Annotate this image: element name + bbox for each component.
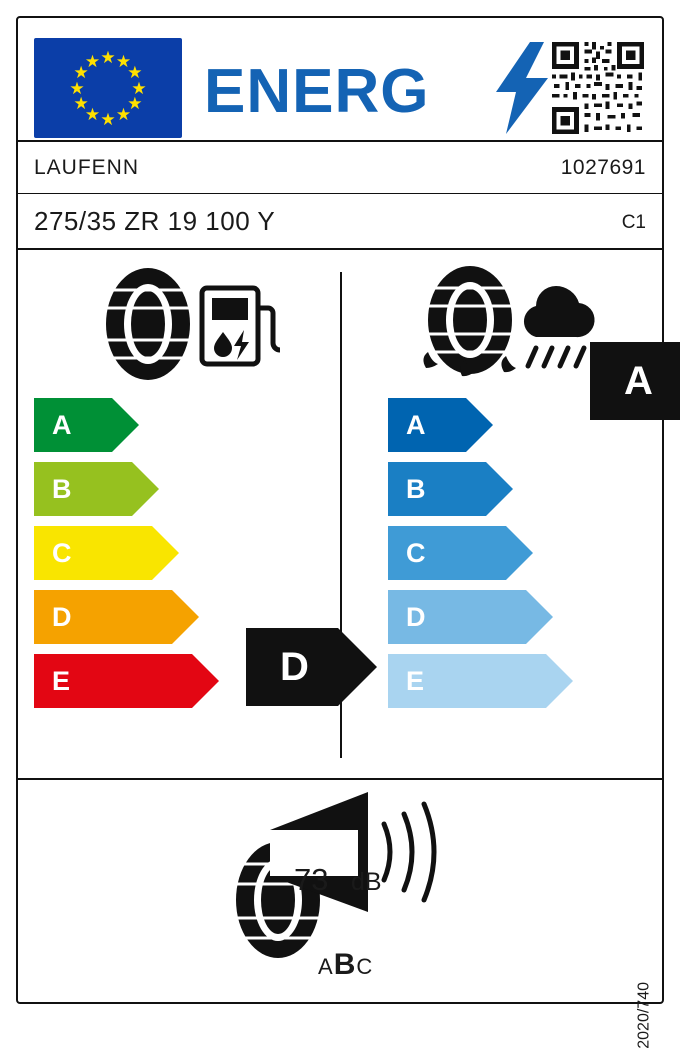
lightning-bolt-icon (496, 42, 548, 134)
noise-class-c: C (356, 954, 374, 979)
grade-letter: D (406, 601, 426, 632)
noise-class-a: A (318, 954, 334, 979)
grade-bar (34, 398, 192, 452)
eu-star-icon: ★ (127, 63, 143, 82)
qr-code-icon (550, 40, 646, 136)
eu-star-icon: ★ (73, 94, 89, 113)
eu-star-icon: ★ (100, 47, 116, 67)
grade-letter: E (406, 665, 425, 696)
fuel-pump-tyre-icon (90, 264, 280, 384)
grade-bar (388, 462, 546, 516)
grade-bar (388, 590, 546, 644)
regulation-reference: 2020/740 (636, 982, 653, 1049)
ratings-section (18, 250, 662, 780)
fuel-grade-scale (34, 398, 192, 718)
grade-bar (34, 462, 192, 516)
rain-cloud-tyre-icon (400, 264, 610, 384)
eu-star-icon: ★ (73, 63, 89, 82)
fuel-result-badge (246, 628, 338, 706)
label-header (18, 18, 662, 142)
wet-grade-scale (388, 398, 546, 718)
noise-section (18, 780, 662, 1049)
wet-result-badge (590, 342, 680, 420)
eu-star-icon: ★ (115, 51, 132, 71)
noise-unit: dB (351, 868, 382, 896)
grade-bar (388, 398, 546, 452)
fuel-result-letter: D (280, 644, 309, 689)
wet-grip-panel (340, 250, 662, 778)
grade-bar (34, 590, 192, 644)
eu-star-icon: ★ (131, 78, 147, 98)
grade-letter: A (406, 409, 426, 440)
grade-bar (34, 654, 192, 708)
grade-letter: B (52, 473, 72, 504)
grade-letter: C (406, 537, 426, 568)
noise-value: 73 (294, 862, 329, 897)
wet-result-letter: A (624, 358, 653, 403)
grade-bar (388, 526, 546, 580)
tyre-class: C1 (621, 212, 646, 233)
eu-star-icon: ★ (84, 105, 101, 125)
eu-star-icon: ★ (100, 109, 116, 129)
tyre-size-row (18, 194, 662, 250)
grade-bar (34, 526, 192, 580)
page-title: ENERG (204, 57, 430, 126)
grade-letter: E (52, 665, 71, 696)
noise-class-row (318, 948, 373, 982)
grade-bar (388, 654, 546, 708)
brand-name: LAUFENN (34, 156, 140, 179)
noise-class-b: B (333, 948, 357, 981)
grade-letter: A (52, 409, 72, 440)
energy-label-card (16, 16, 664, 1049)
grade-letter: C (52, 537, 72, 568)
grade-letter: D (52, 601, 72, 632)
eu-star-icon: ★ (127, 94, 143, 113)
grade-letter: B (406, 473, 426, 504)
eu-star-icon: ★ (115, 105, 132, 125)
eu-star-icon: ★ (84, 51, 101, 71)
product-code: 1027691 (560, 156, 646, 179)
eu-flag-icon (34, 38, 182, 138)
eu-star-icon: ★ (69, 78, 85, 98)
tyre-size: 275/35 ZR 19 100 Y (34, 206, 276, 236)
brand-row (18, 142, 662, 194)
